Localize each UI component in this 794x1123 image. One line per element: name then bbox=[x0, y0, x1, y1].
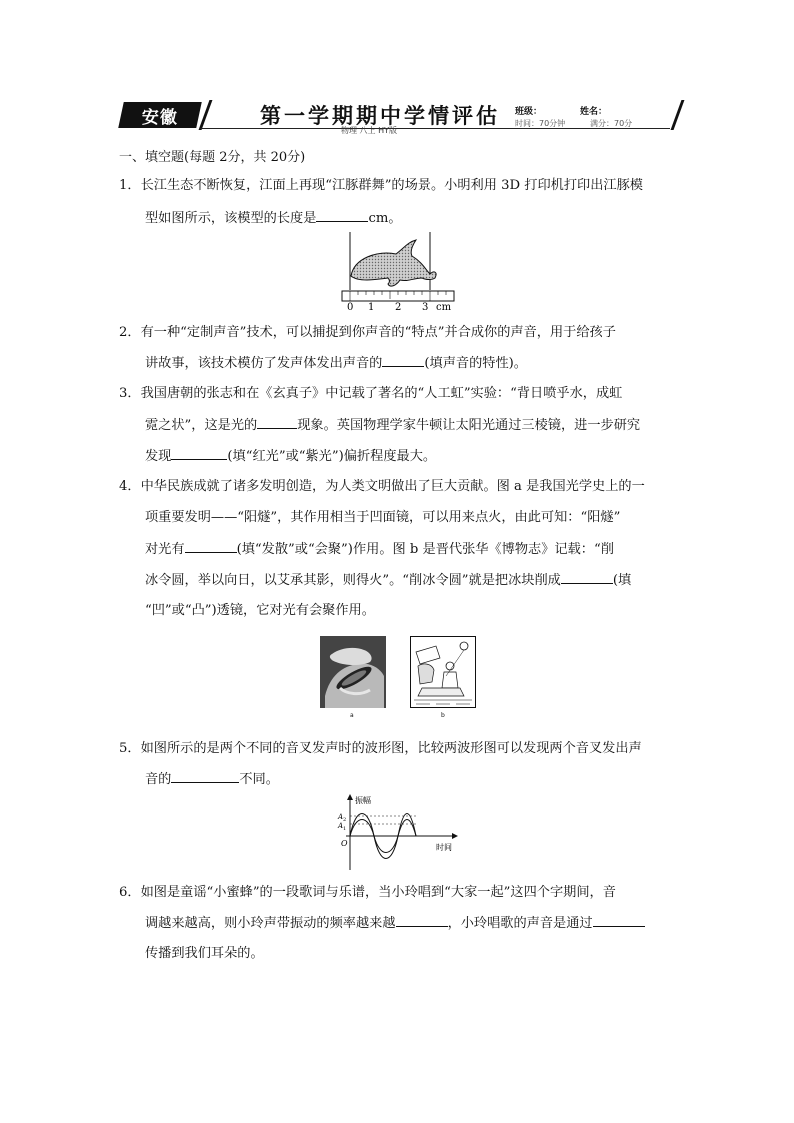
figure-b-illustration bbox=[410, 636, 476, 708]
q3-text-a: 霓之状”，这是光的 bbox=[145, 418, 258, 433]
q3-text-d: (填“红光”或“紫光”)偏折程度最大。 bbox=[227, 449, 437, 464]
dolphin-ruler-figure bbox=[338, 228, 460, 314]
q4-line2: 项重要发明——“阳燧”，其作用相当于凹面镜，可以用来点火，由此可知：“阳燧” bbox=[145, 510, 621, 525]
q5-text-b: 不同。 bbox=[239, 772, 279, 787]
a2-subscript: 2 bbox=[343, 817, 347, 823]
q3-text-c: 发现 bbox=[145, 449, 172, 464]
name-label: 姓名： bbox=[580, 107, 608, 117]
q1-text-b: cm。 bbox=[368, 211, 402, 226]
q3-answer-blank-1[interactable] bbox=[257, 418, 297, 429]
q3-line2 bbox=[145, 418, 640, 432]
figure-a-photo bbox=[320, 636, 386, 708]
q4-text-d: (填 bbox=[612, 573, 632, 588]
q3-answer-blank-2[interactable] bbox=[171, 449, 227, 460]
waveform-figure bbox=[336, 792, 462, 874]
q5-text-a: 音的 bbox=[145, 772, 172, 787]
q6-line2 bbox=[145, 916, 645, 930]
figure-b-caption: b bbox=[441, 712, 445, 719]
origin-label: O bbox=[341, 839, 348, 848]
x-axis-label: 时间 bbox=[436, 843, 452, 852]
q2-line2 bbox=[145, 356, 527, 370]
q6-line1: 6．如图是童谣“小蜜蜂”的一段歌词与乐谱，当小玲唱到“大家一起”这四个字期间，音 bbox=[119, 885, 616, 900]
logo-text: 安徽 bbox=[142, 107, 178, 128]
q4-text-a: 对光有 bbox=[145, 542, 185, 557]
y-axis-label: 振幅 bbox=[355, 796, 371, 805]
q5-answer-blank[interactable] bbox=[171, 772, 239, 783]
q3-text-b: 现象。英国物理学家牛顿让太阳光通过三棱镜，进一步研究 bbox=[297, 418, 641, 433]
q4-line4 bbox=[145, 573, 631, 587]
q4-text-c: 冰令圆，举以向日，以艾承其影，则得火”。“削冰令圆”就是把冰块削成 bbox=[145, 573, 561, 588]
a1-label: A bbox=[338, 822, 344, 830]
logo bbox=[118, 102, 202, 128]
page-title: 第一学期期中学情评估 bbox=[260, 103, 500, 128]
q5-line1: 5．如图所示的是两个不同的音叉发声时的波形图，比较两波形图可以发现两个音叉发出声 bbox=[119, 741, 642, 756]
q3-line1: 3．我国唐朝的张志和在《玄真子》中记载了著名的“人工虹”实验：“背日喷乎水，成虹 bbox=[119, 386, 623, 401]
q4-text-b: (填“发散”或“会聚”)作用。图 b 是晋代张华《博物志》记载：“削 bbox=[236, 542, 614, 557]
q4-answer-blank-1[interactable] bbox=[185, 542, 237, 553]
section-title: 一、填空题(每题 2分，共 20分) bbox=[119, 150, 306, 165]
a2-label: A bbox=[338, 813, 344, 821]
q2-text-a: 讲故事，该技术模仿了发声体发出声音的 bbox=[145, 356, 383, 371]
q1-text-a: 型如图所示，该模型的长度是 bbox=[145, 211, 317, 226]
q6-text-b: ，小玲唱歌的声音是通过 bbox=[447, 916, 593, 931]
q1-line2 bbox=[145, 211, 402, 225]
ruler-tick-2: 2 bbox=[395, 302, 402, 313]
q2-line1: 2．有一种“定制声音”技术，可以捕捉到你声音的“特点”并合成你的声音，用于给孩子 bbox=[119, 325, 616, 340]
ruler-tick-0: 0 bbox=[347, 302, 354, 313]
q1-answer-blank[interactable] bbox=[316, 211, 368, 222]
q6-answer-blank-1[interactable] bbox=[396, 916, 448, 927]
class-label: 班级： bbox=[515, 107, 543, 117]
q6-answer-blank-2[interactable] bbox=[593, 916, 645, 927]
dolphin-model bbox=[351, 240, 436, 286]
ruler-unit: cm bbox=[436, 302, 452, 313]
a1-subscript: 1 bbox=[343, 826, 347, 832]
q6-text-a: 调越来越高，则小玲声带振动的频率越来越 bbox=[145, 916, 396, 931]
figure-a-caption: a bbox=[350, 712, 354, 719]
ruler-tick-1: 1 bbox=[368, 302, 375, 313]
q6-line3: 传播到我们耳朵的。 bbox=[145, 946, 264, 961]
q3-line3 bbox=[145, 449, 436, 463]
q4-line1: 4．中华民族成就了诸多发明创造，为人类文明做出了巨大贡献。图 a 是我国光学史上的一 bbox=[119, 479, 645, 494]
q1-line1: 1．长江生态不断恢复，江面上再现“江豚群舞”的场景。小明利用 3D 打印机打印出江豚模 bbox=[119, 178, 643, 193]
header-slash bbox=[671, 100, 685, 130]
page-subtitle: 物理 八上 HY版 bbox=[341, 126, 397, 135]
q4-line5: “凹”或“凸”)透镜，它对光有会聚作用。 bbox=[145, 603, 375, 618]
time-label: 时间：70分钟 bbox=[515, 119, 566, 128]
q5-line2 bbox=[145, 772, 279, 786]
ruler-tick-3: 3 bbox=[422, 302, 429, 313]
q2-text-b: (填声音的特性)。 bbox=[424, 356, 527, 371]
q4-answer-blank-2[interactable] bbox=[561, 573, 613, 584]
q4-line3 bbox=[145, 542, 614, 556]
score-label: 满分：70分 bbox=[590, 119, 633, 128]
q2-answer-blank[interactable] bbox=[382, 356, 424, 367]
